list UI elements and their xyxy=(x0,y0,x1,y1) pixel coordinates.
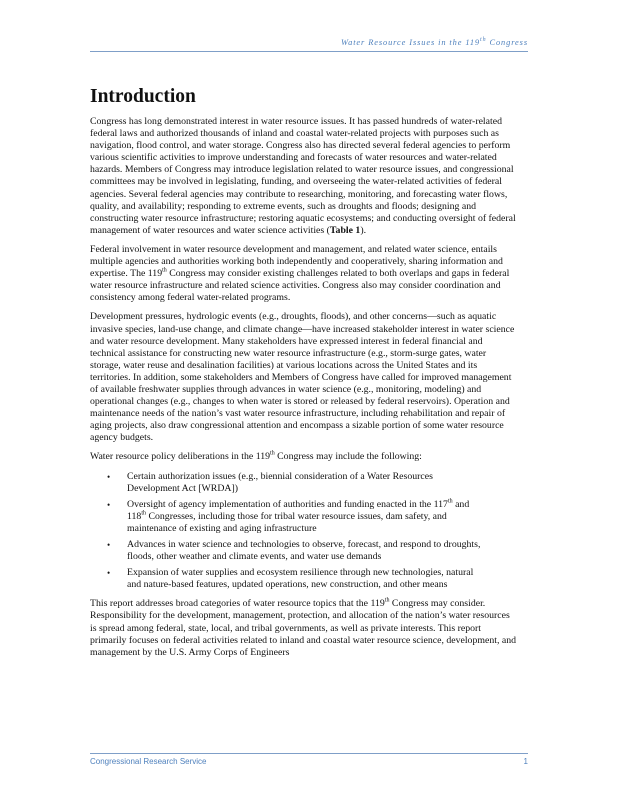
page-number: 1 xyxy=(523,757,528,766)
paragraph-3: Development pressures, hydrologic events (e.g., droughts, floods), and other concerns—such as aquatic invasive species, land-use change, and climate change—have increased stakeholder interest in water science and water resource development. Many stakeholders have expressed interest in federal financial and technical assistance for constructing new water resource infrastructure (e.g., storm-surge gates, water storage, water reuse and desalination facilities) at various locations across the United States and its territories. In addition, some stakeholders and Members of Congress have called for improved management of available freshwater supplies through advances in water science (e.g., monitoring, modeling) and operational changes (e.g., changes to when water is stored or released by federal reservoirs). Operation and maintenance needs of the nation’s vast water resource infrastructure, including rehabilitation and repair of aging projects, also draw congressional attention and encompass a sizable portion of some water resource agency budgets. xyxy=(90,311,515,444)
list-item-text: Oversight of agency implementation of authorities and funding enacted in the 117 xyxy=(127,498,448,510)
paragraph-1 xyxy=(90,116,518,237)
policy-bullet-list xyxy=(90,471,518,592)
list-item xyxy=(107,567,518,591)
paragraph-2-text-end: Congress may consider existing challenges related to both overlaps and gaps in federal water resource infrastructure and related science activities. Congress also may consider coordination and consistency among federal water-related programs. xyxy=(90,268,510,304)
running-header-text-end: Congress xyxy=(486,38,528,47)
list-item xyxy=(107,470,518,495)
paragraph-4-text: Water resource policy deliberations in the 119 xyxy=(90,451,271,463)
paragraph-4-sup: th xyxy=(270,451,275,458)
list-item-text: Certain authorization issues (e.g., biennial consideration of a Water Resources Development Act [WRDA]) xyxy=(127,470,433,494)
list-item-text: Advances in water science and technologies to observe, forecast, and respond to droughts, floods, other weather and climate events, and water use demands xyxy=(127,539,481,563)
table-reference-link[interactable]: Table 1 xyxy=(329,224,361,236)
paragraph-2-sup: th xyxy=(162,267,167,274)
main-content xyxy=(90,86,518,666)
list-item-sup: th xyxy=(447,498,453,505)
paragraph-5-text-end: Congress may consider. Responsibility for the development, management, protection, and allocation of the nation’s water resources is spread among federal, state, local, and tribal governments, as well as private interests. This report primarily focuses on federal activities related to inland and coastal water resource science, development, and management by the U.S. Army Corps of Engineers xyxy=(90,598,516,658)
paragraph-2-text: Federal involvement in water resource development and management, and related water science, entails multiple agencies and authorities working both independently and cooperatively, sharing information and expertise. The 119 xyxy=(90,243,503,280)
running-header-text: Water Resource Issues in the 119 xyxy=(341,38,480,47)
paragraph-1-text-end: ). xyxy=(360,224,367,236)
paragraph-4-text-end: Congress may include the following: xyxy=(274,451,422,463)
list-item-text: Expansion of water supplies and ecosystem resilience through new technologies, natural and nature-based features, updated operations, new construction, and other means xyxy=(127,567,474,591)
paragraph-5 xyxy=(90,598,518,658)
footer-divider xyxy=(90,753,528,754)
list-item-sup: th xyxy=(141,510,147,517)
list-item-text: and 118 xyxy=(127,498,470,522)
paragraph-4 xyxy=(90,451,518,463)
section-title: Introduction xyxy=(90,86,196,107)
bullet-icon: • xyxy=(107,471,111,482)
list-item xyxy=(107,539,518,563)
paragraph-5-sup: th xyxy=(384,598,390,605)
footer-publisher: Congressional Research Service xyxy=(90,757,207,766)
paragraph-2 xyxy=(90,244,518,304)
header-divider xyxy=(90,51,528,52)
list-item xyxy=(107,498,518,535)
bullet-icon: • xyxy=(107,568,111,579)
list-item-text: Congresses, including those for tribal water resource issues, dam safety, and maintenance of existing and aging infrastructure xyxy=(127,510,447,534)
running-header xyxy=(90,38,528,47)
paragraph-5-text: This report addresses broad categories of water resource topics that the 119 xyxy=(90,598,385,610)
bullet-icon: • xyxy=(107,499,111,510)
bullet-icon: • xyxy=(107,540,111,550)
paragraph-1-text: Congress has long demonstrated interest in water resource issues. It has passed hundreds of water-related federal laws and authorized thousands of inland and coastal water-related projects with purposes such as navigation, flood control, and water storage. Congress also has directed several federal agencies to perform various scientific activities to improve understanding and forecasts of water resources and water-related hazards. Members of Congress may introduce legislation related to water resource issues, and congressional committees may be involved in legislating, funding, and overseeing the water-related activities of federal agencies. Several federal agencies may contribute to researching, monitoring, and forecasting water flows, quality, and availability; responding to extreme events, such as droughts and floods; designing and constructing water resource infrastructure; restoring aquatic ecosystems; and conducting oversight of federal management of water resources and water science activities ( xyxy=(90,116,516,236)
running-header-sup: th xyxy=(480,37,487,44)
